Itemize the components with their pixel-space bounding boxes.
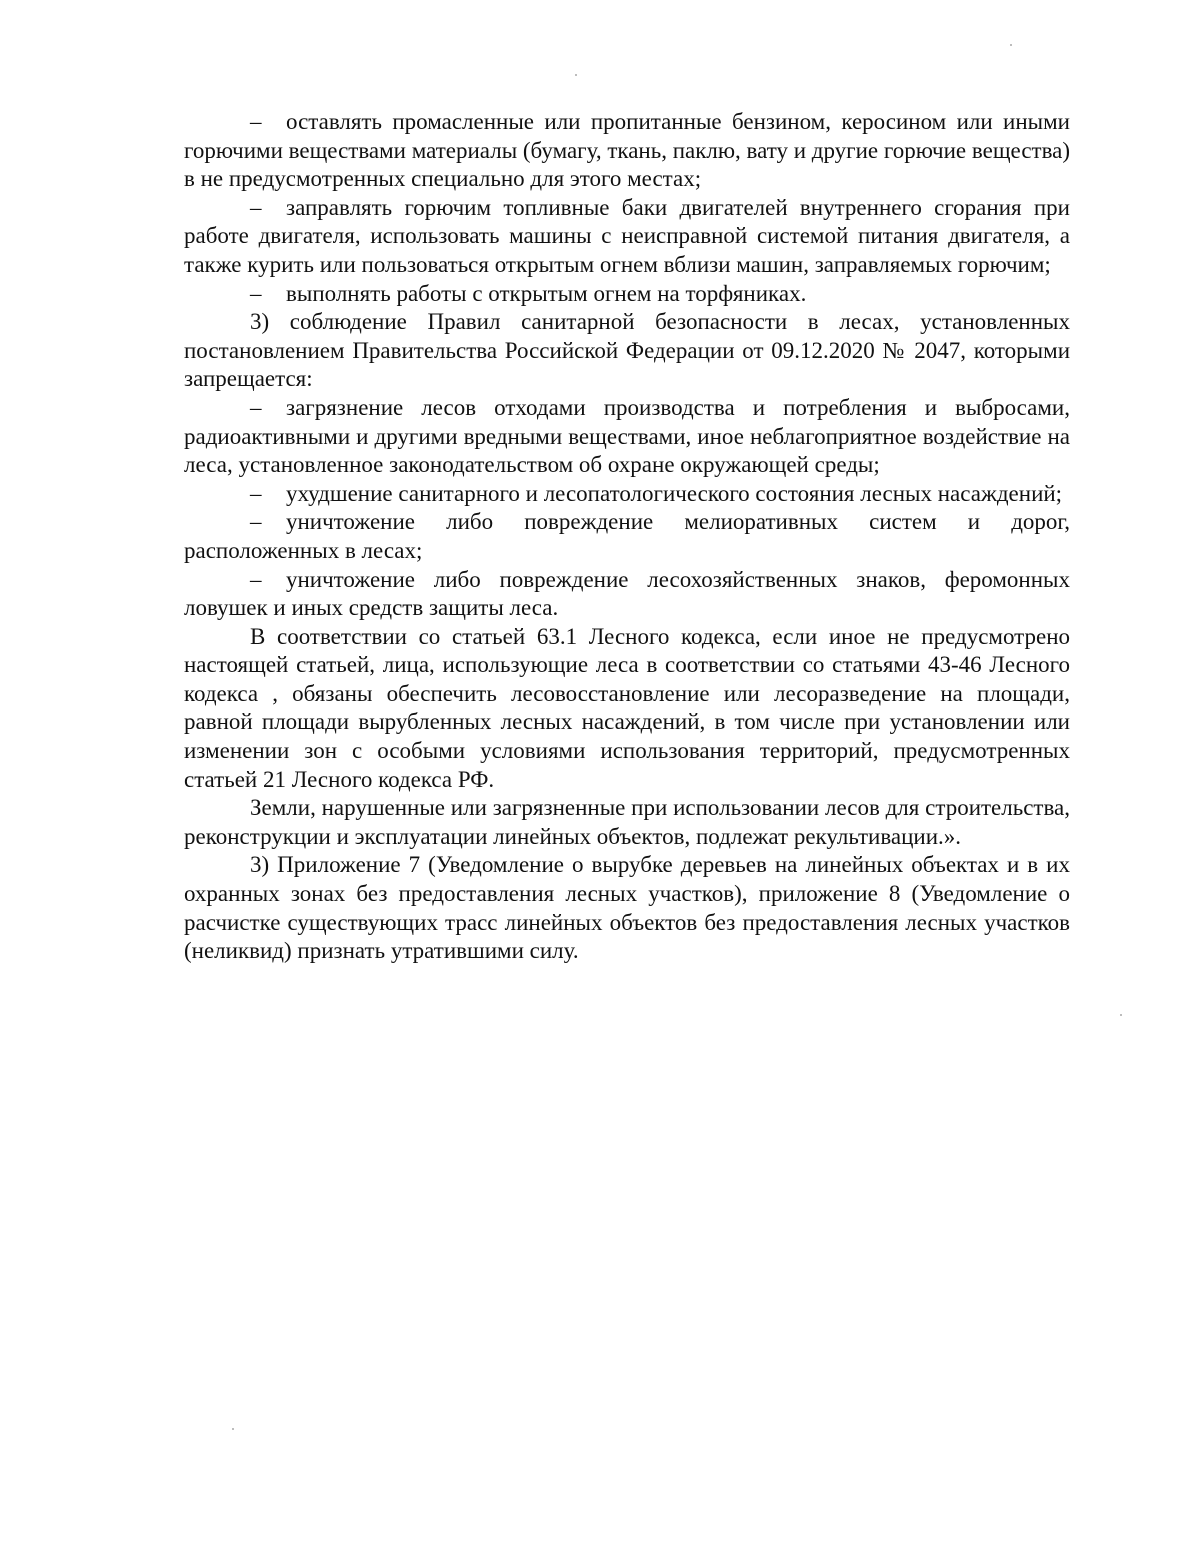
- paragraph-appendices: [184, 851, 1070, 965]
- dash-marker: –: [250, 194, 262, 220]
- paragraph-text: выполнять работы с открытым огнем на торфяниках.: [286, 280, 807, 306]
- paragraph-text: уничтожение либо повреждение лесохозяйственных знаков, феромонных ловушек и иных средств защиты леса.: [184, 566, 1070, 621]
- paragraph-text: оставлять промасленные или пропитанные бензином, керосином или иными горючими веществами материалы (бумагу, ткань, паклю, вату и другие горючие вещества) в не предусмотренных специально для этого местах;: [184, 109, 1070, 192]
- paragraph-text: загрязнение лесов отходами производства и потребления и выбросами, радиоактивными и другими вредными веществами, иное неблагоприятное воздействие на леса, установленное законодательством об охране окружающей среды;: [184, 394, 1070, 478]
- paragraph-land-recultivation: [184, 794, 1070, 851]
- paragraph-sanitary-rules: [184, 308, 1070, 394]
- paragraph-item-6: [184, 508, 1070, 565]
- paragraph-item-4: [184, 394, 1070, 480]
- paragraph-text: заправлять горючим топливные баки двигателей внутреннего сгорания при работе двигателя, использовать машины с неисправной системой питания двигателя, а также курить или пользоваться открытым огнем вблизи машин, заправляемых горючим;: [184, 194, 1070, 277]
- paragraph-text: Земли, нарушенные или загрязненные при использовании лесов для строительства, реконструкции и эксплуатации линейных объектов, подлежат рекультивации.».: [184, 795, 1070, 849]
- scan-speck: [1010, 44, 1012, 46]
- document-page: [184, 108, 1070, 966]
- scan-speck: [1120, 1014, 1122, 1016]
- dash-marker: –: [250, 280, 262, 306]
- paragraph-item-3: [184, 280, 1070, 309]
- paragraph-item-5: [184, 480, 1070, 509]
- dash-marker: –: [250, 509, 262, 535]
- dash-marker: –: [250, 566, 262, 592]
- dash-marker: –: [250, 109, 262, 134]
- paragraph-text: 3) соблюдение Правил санитарной безопасности в лесах, установленных постановлением Правительства Российской Федерации от 09.12.2020 № 2047, которыми запрещается:: [184, 309, 1070, 392]
- paragraph-item-2: [184, 194, 1070, 280]
- paragraph-item-1: [184, 108, 1070, 194]
- paragraph-text: 3) Приложение 7 (Уведомление о вырубке деревьев на линейных объектах и в их охранных зонах без предоставления лесных участков), приложение 8 (Уведомление о расчистке существующих трасс линейных объектов без предоставления лесных участков (неликвид) признать утратившими силу.: [184, 852, 1070, 964]
- paragraph-text: уничтожение либо повреждение мелиоративных систем и дорог, расположенных в лесах;: [184, 509, 1070, 563]
- scan-speck: [575, 74, 577, 76]
- paragraph-text: В соответствии со статьей 63.1 Лесного кодекса, если иное не предусмотрено настоящей статьей, лица, использующие леса в соответствии со статьями 43-46 Лесного кодекса , обязаны обеспечить лесовосстановление или лесоразведение на площади, равной площади вырубленных лесных насаждений, в том числе при установлении или изменении зон с особыми условиями использования территорий, предусмотренных статьей 21 Лесного кодекса РФ.: [184, 623, 1070, 792]
- dash-marker: –: [250, 480, 262, 506]
- paragraph-text: ухудшение санитарного и лесопатологического состояния лесных насаждений;: [286, 480, 1063, 506]
- paragraph-article-63-1: [184, 623, 1070, 795]
- dash-marker: –: [250, 394, 262, 420]
- paragraph-item-7: [184, 566, 1070, 623]
- scan-speck: [232, 1428, 234, 1430]
